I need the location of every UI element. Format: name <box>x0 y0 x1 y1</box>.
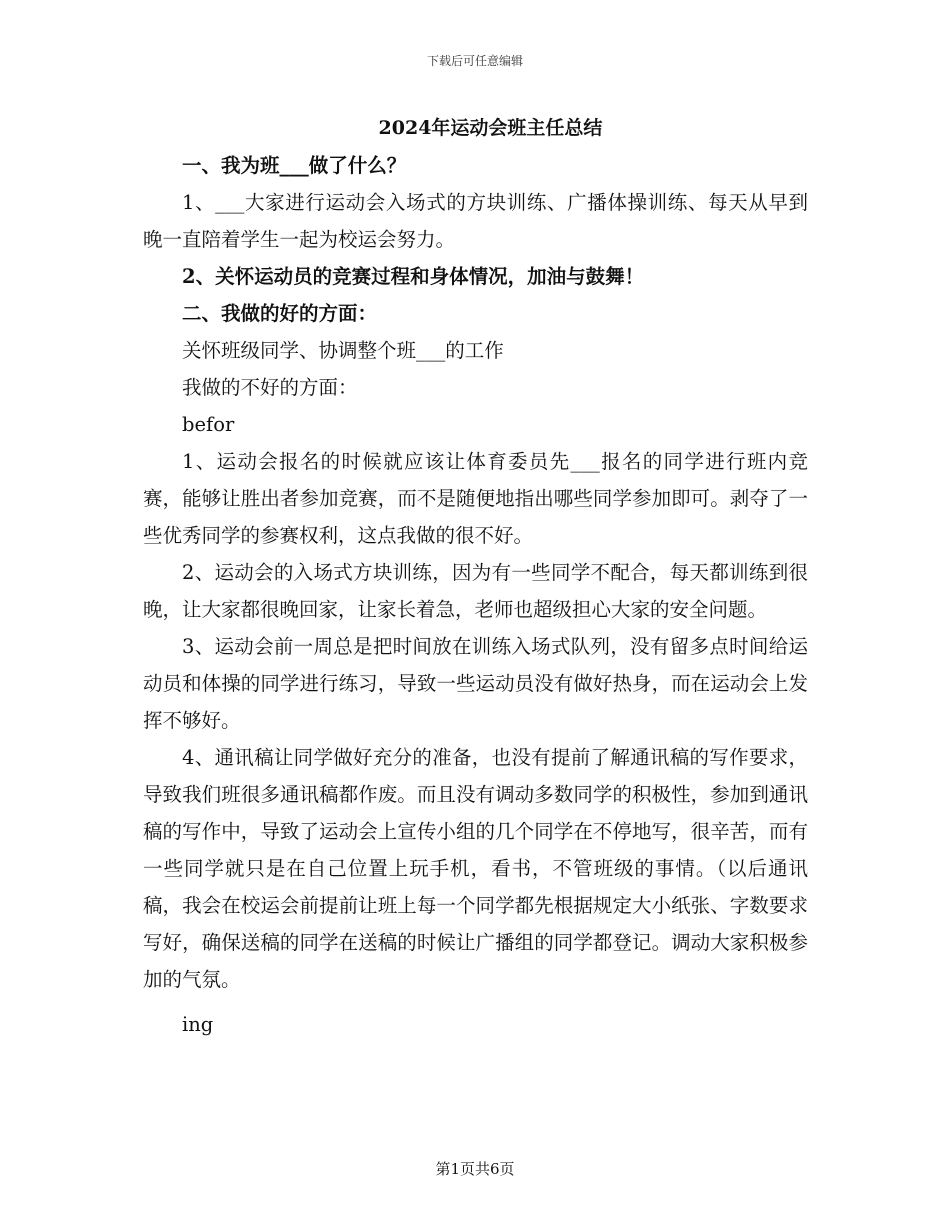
page-header: 下载后可任意编辑 <box>426 54 523 68</box>
paragraph: befor <box>182 413 235 436</box>
paragraph: 1、___大家进行运动会入场式的方块训练、广播体操训练、每天从早到晚一直陪着学生一起为校运会努力。 <box>143 191 808 251</box>
paragraph: 2、运动会的入场式方块训练，因为有一些同学不配合，每天都训练到很晚，让大家都很晚回家，让家长着急，老师也超级担心大家的安全问题。 <box>143 561 808 621</box>
document-body <box>143 113 808 1043</box>
paragraph: 3、运动会前一周总是把时间放在训练入场式队列，没有留多点时间给运动员和体操的同学进行练习，导致一些运动员没有做好热身，而在运动会上发挥不够好。 <box>143 635 808 732</box>
page-number: 第1页共6页 <box>435 1160 515 1178</box>
section-heading-2: 二、我做的好的方面： <box>182 302 378 325</box>
bold-paragraph: 2、关怀运动员的竞赛过程和身体情况，加油与鼓舞！ <box>182 265 645 288</box>
paragraph: 我做的不好的方面： <box>182 376 358 399</box>
paragraph: 4、通讯稿让同学做好充分的准备，也没有提前了解通讯稿的写作要求，导致我们班很多通讯稿都作废。而且没有调动多数同学的积极性，参加到通讯稿的写作中，导致了运动会上宣传小组的几个同学在不停地写，很辛苦，而有一些同学就只是在自己位置上玩手机，看书，不管班级的事情。（以后通讯稿，我会在校运会前提前让班上每一个同学都先根据规定大小纸张、字数要求写好，确保送稿的同学在送稿的时候让广播组的同学都登记。调动大家积极参加的气氛。 <box>143 746 808 991</box>
paragraph: 关怀班级同学、协调整个班___的工作 <box>182 339 504 362</box>
paragraph: ing <box>182 1013 214 1036</box>
section-heading-1: 一、我为班___做了什么？ <box>182 154 407 177</box>
paragraph: 1、运动会报名的时候就应该让体育委员先___报名的同学进行班内竞赛，能够让胜出者参加竞赛，而不是随便地指出哪些同学参加即可。剥夺了一些优秀同学的参赛权利，这点我做的很不好。 <box>143 450 808 547</box>
document-title: 2024年运动会班主任总结 <box>378 117 603 139</box>
